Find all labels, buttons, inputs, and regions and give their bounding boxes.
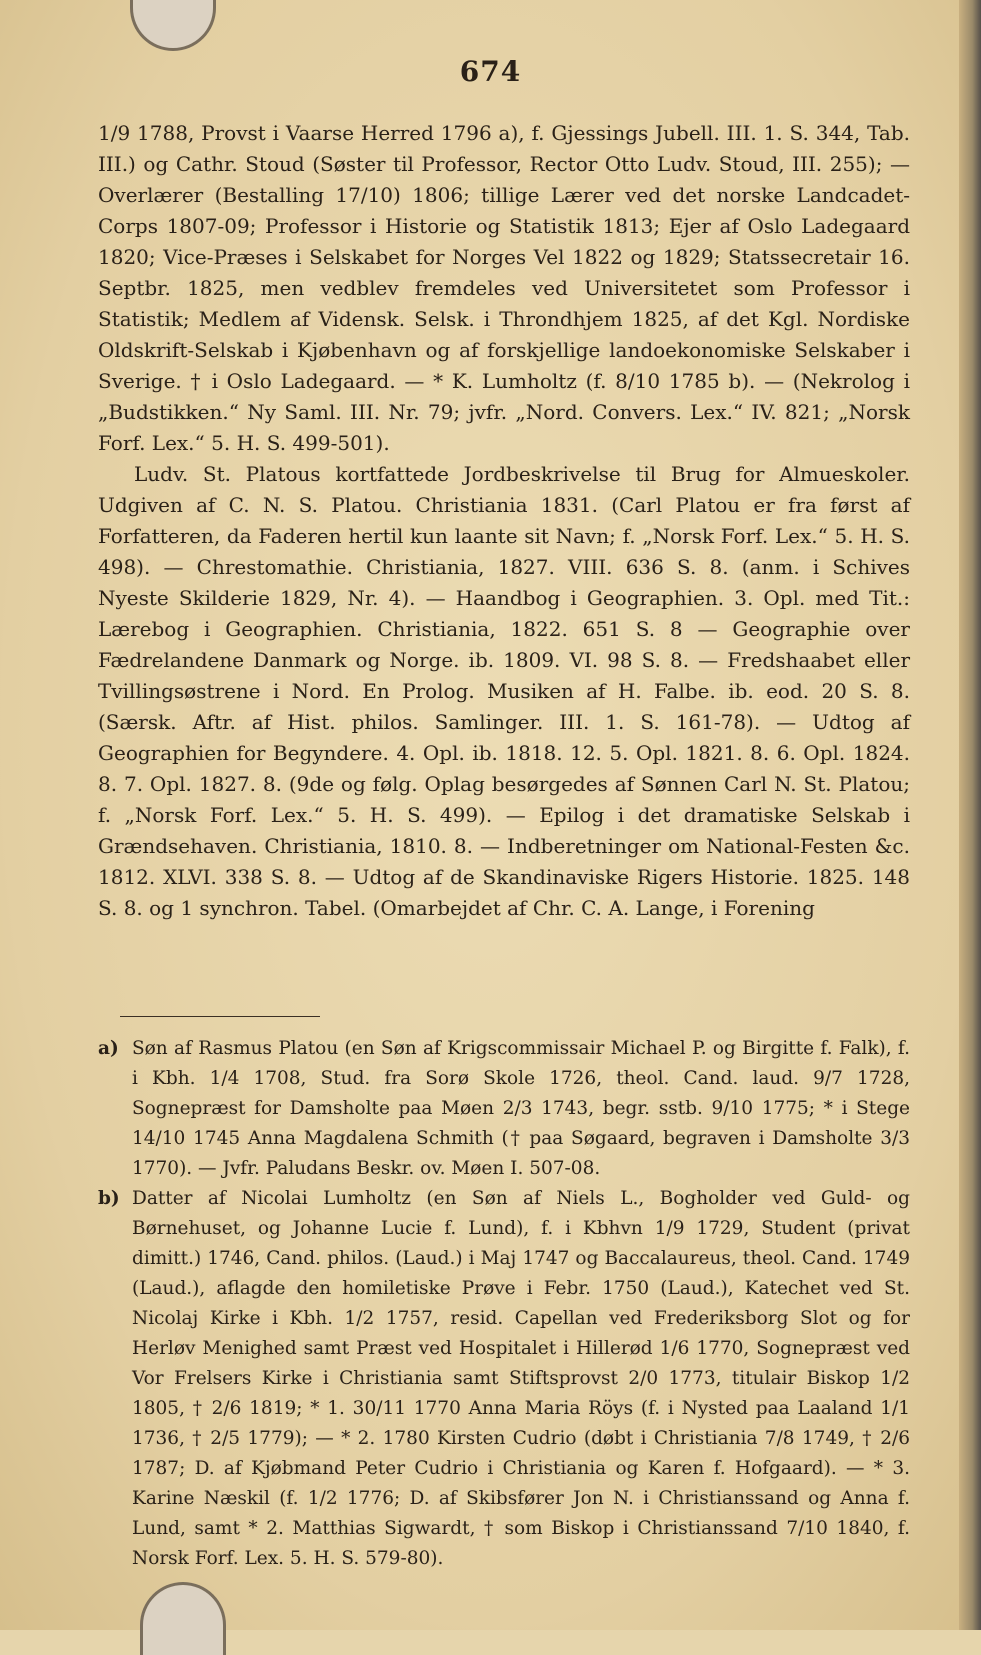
binding-ring-top bbox=[130, 0, 216, 51]
footnote-a bbox=[98, 1034, 910, 1184]
footnote-b bbox=[98, 1184, 910, 1574]
page-edge-shadow bbox=[959, 0, 981, 1630]
main-paragraph-2: Ludv. St. Platous kortfattede Jordbeskrivelse til Brug for Almueskoler. Udgiven af C. N. S. Platou. Christiania 1831. (Carl Platou er fra først af Forfatteren, da Faderen hertil kun laante sit Navn; f. „Norsk Forf. Lex.“ 5. H. S. 498). — Chrestomathie. Christiania, 1827. VIII. 636 S. 8. (anm. i Schives Nyeste Skilderie 1829, Nr. 4). — Haandbog i Geographien. 3. Opl. med Tit.: Lærebog i Geographien. Christiania, 1822. 651 S. 8 — Geographie over Fædrelandene Danmark og Norge. ib. 1809. VI. 98 S. 8. — Fredshaabet eller Tvillingsøstrene i Nord. En Prolog. Musiken af H. Falbe. ib. eod. 20 S. 8. (Særsk. Aftr. af Hist. philos. Samlinger. III. 1. S. 161-78). — Udtog af Geographien for Begyndere. 4. Opl. ib. 1818. 12. 5. Opl. 1821. 8. 6. Opl. 1824. 8. 7. Opl. 1827. 8. (9de og følg. Oplag besørgedes af Sønnen Carl N. St. Platou; f. „Norsk Forf. Lex.“ 5. H. S. 499). — Epilog i det dramatiske Selskab i Grændsehaven. Christiania, 1810. 8. — Indberetninger om National-Festen &c. 1812. XLVI. 338 S. 8. — Udtog af de Skandinaviske Rigers Historie. 1825. 148 S. 8. og 1 synchron. Tabel. (Omarbejdet af Chr. C. A. Lange, i Forening bbox=[98, 462, 910, 920]
page-number: 674 bbox=[459, 55, 522, 88]
main-text bbox=[98, 118, 910, 924]
footnote-text: Søn af Rasmus Platou (en Søn af Krigscommissair Michael P. og Birgitte f. Falk), f. i Kbh. 1/4 1708, Stud. fra Sorø Skole 1726, theol. Cand. laud. 9/7 1728, Sognepræst for Damsholte paa Møen 2/3 1743, begr. sstb. 9/10 1775; * i Stege 14/10 1745 Anna Magdalena Schmith († paa Søgaard, begraven i Damsholte 3/3 1770). — Jvfr. Paludans Beskr. ov. Møen I. 507-08. bbox=[132, 1038, 910, 1179]
binding-ring-bottom bbox=[140, 1582, 226, 1655]
footnotes bbox=[98, 1034, 910, 1574]
footnote-separator bbox=[120, 1016, 320, 1017]
footnote-label: b) bbox=[98, 1188, 120, 1209]
footnote-text: Datter af Nicolai Lumholtz (en Søn af Niels L., Bogholder ved Guld- og Børnehuset, og Johanne Lucie f. Lund), f. i Kbhvn 1/9 1729, Student (privat dimitt.) 1746, Cand. philos. (Laud.) i Maj 1747 og Baccalaureus, theol. Cand. 1749 (Laud.), aflagde den homiletiske Prøve i Febr. 1750 (Laud.), Katechet ved St. Nicolaj Kirke i Kbh. 1/2 1757, resid. Capellan ved Frederiksborg Slot og for Herløv Menighed samt Præst ved Hospitalet i Hillerød 1/6 1770, Sognepræst ved Vor Frelsers Kirke i Christiania samt Stiftsprovst 2/0 1773, titulair Biskop 1/2 1805, † 2/6 1819; * 1. 30/11 1770 Anna Maria Röys (f. i Nysted paa Laaland 1/1 1736, † 2/5 1779); — * 2. 1780 Kirsten Cudrio (døbt i Christiania 7/8 1749, † 2/6 1787; D. af Kjøbmand Peter Cudrio i Christiania og Karen f. Hofgaard). — * 3. Karine Næskil (f. 1/2 1776; D. af Skibsfører Jon N. i Christianssand og Anna f. Lund, samt * 2. Matthias Sigwardt, † som Biskop i Christianssand 7/10 1840, f. Norsk Forf. Lex. 5. H. S. 579-80). bbox=[132, 1188, 910, 1569]
main-paragraph-1: 1/9 1788, Provst i Vaarse Herred 1796 a), f. Gjessings Jubell. III. 1. S. 344, Tab. III.) og Cathr. Stoud (Søster til Professor, Rector Otto Ludv. Stoud, III. 255); — Overlærer (Bestalling 17/10) 1806; tillige Lærer ved det norske Landcadet-Corps 1807-09; Professor i Historie og Statistik 1813; Ejer af Oslo Ladegaard 1820; Vice-Præses i Selskabet for Norges Vel 1822 og 1829; Statssecretair 16. Septbr. 1825, men vedblev fremdeles ved Universitetet som Professor i Statistik; Medlem af Vidensk. Selsk. i Throndhjem 1825, af det Kgl. Nordiske Oldskrift-Selskab i Kjøbenhavn og af forskjellige landoekonomiske Selskaber i Sverige. † i Oslo Ladegaard. — * K. Lumholtz (f. 8/10 1785 b). — (Nekrolog i „Budstikken.“ Ny Saml. III. Nr. 79; jvfr. „Nord. Convers. Lex.“ IV. 821; „Norsk Forf. Lex.“ 5. H. S. 499-501). bbox=[98, 121, 910, 455]
footnote-label: a) bbox=[98, 1038, 119, 1059]
